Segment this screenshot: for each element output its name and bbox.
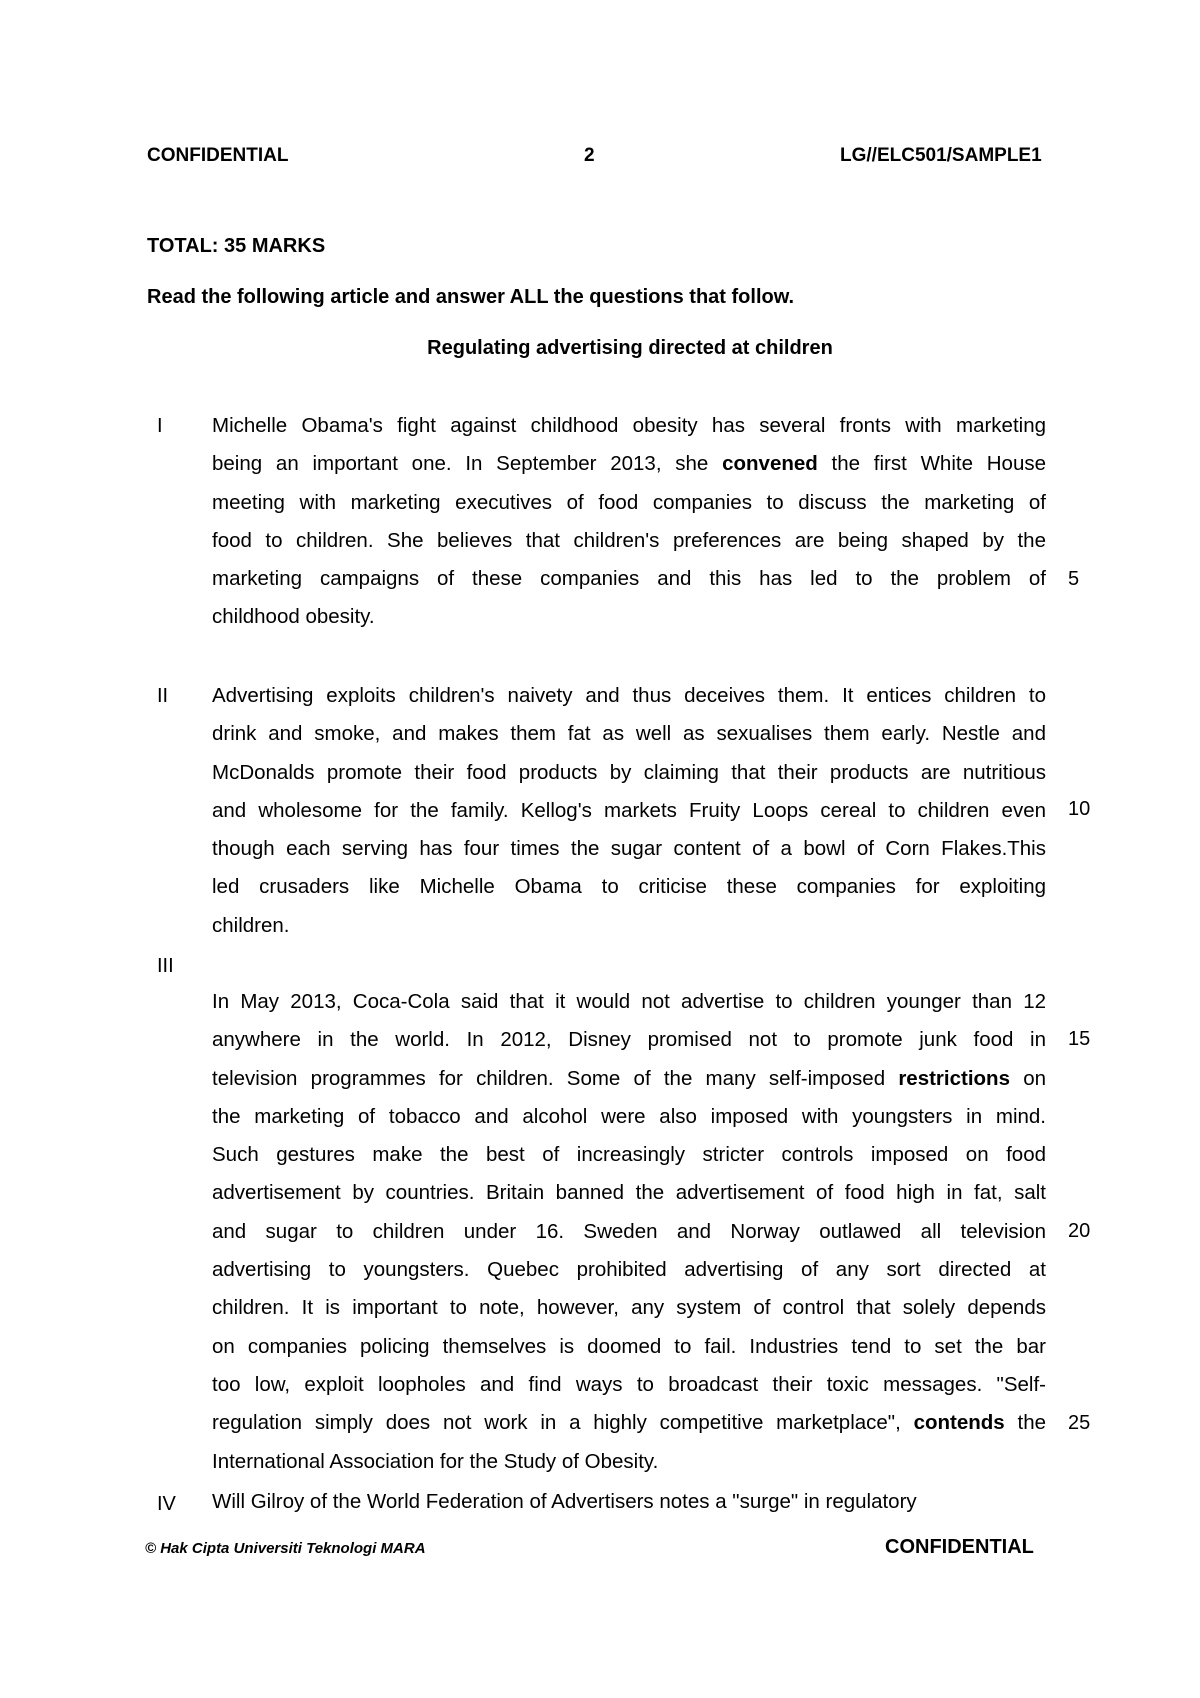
total-marks: TOTAL: 35 MARKS (147, 235, 326, 257)
paragraph-line: led crusaders like Michelle Obama to criticise these companies for exploiting (212, 875, 1046, 899)
paragraph-line: McDonalds promote their food products by claiming that their products are nutritious (212, 760, 1046, 784)
paragraph-line: advertising to youngsters. Quebec prohibited advertising of any sort directed at (212, 1258, 1046, 1282)
paragraph-line: childhood obesity. (212, 605, 375, 629)
bold-term: restrictions (898, 1066, 1010, 1090)
paragraph-line: children. It is important to note, however, any system of control that solely depends (212, 1296, 1046, 1320)
paragraph-line: meeting with marketing executives of food companies to discuss the marketing of (212, 490, 1046, 514)
line-number: 20 (1068, 1220, 1091, 1242)
paragraph-1 (212, 407, 1046, 637)
line-number: 5 (1068, 568, 1080, 590)
instruction: Read the following article and answer ALL the questions that follow. (147, 286, 795, 308)
article-title (0, 337, 1200, 360)
paragraph-number: II (157, 685, 169, 707)
paragraph-line: In May 2013, Coca-Cola said that it would not advertise to children younger than 12 (212, 990, 1046, 1013)
article-title-text: Regulating advertising directed at children (427, 337, 833, 359)
paragraph-line: Michelle Obama's fight against childhood obesity has several fronts with marketing (212, 414, 1046, 437)
paragraph-line: food to children. She believes that children's preferences are being shaped by the (212, 528, 1046, 552)
page-number: 2 (584, 145, 595, 166)
bold-term: contends (913, 1411, 1005, 1435)
paragraph-line: the marketing of tobacco and alcohol were also imposed with youngsters in mind. (212, 1104, 1046, 1128)
paragraph-line: advertisement by countries. Britain banned the advertisement of food high in fat, salt (212, 1181, 1046, 1205)
paragraph-line: being an important one. In September 2013, she convened the first White House (212, 452, 1046, 476)
line-number: 15 (1068, 1028, 1091, 1050)
paragraph-3 (212, 983, 1046, 1481)
line-number: 10 (1068, 798, 1091, 820)
paragraph-line: Advertising exploits children's naivety and thus deceives them. It entices children to (212, 684, 1046, 707)
paragraph-line: International Association for the Study of Obesity. (212, 1449, 659, 1473)
paragraph-line: drink and smoke, and makes them fat as well as sexualises them early. Nestle and (212, 722, 1046, 746)
paragraph-4 (212, 1483, 1046, 1521)
paragraph-line: though each serving has four times the sugar content of a bowl of Corn Flakes.This (212, 837, 1046, 861)
paragraph-line: and sugar to children under 16. Sweden and Norway outlawed all television (212, 1219, 1046, 1243)
paragraph-line: television programmes for children. Some of the many self-imposed restrictions on (212, 1066, 1046, 1090)
paragraph-line: regulation simply does not work in a highly competitive marketplace", contends the (212, 1411, 1046, 1435)
paragraph-line: Such gestures make the best of increasingly stricter controls imposed on food (212, 1143, 1046, 1167)
paragraph-line: too low, exploit loopholes and find ways to broadcast their toxic messages. "Self- (212, 1372, 1046, 1396)
paragraph-number: III (157, 955, 174, 977)
copyright-notice: © Hak Cipta Universiti Teknologi MARA (145, 1540, 426, 1557)
document-code: LG//ELC501/SAMPLE1 (840, 145, 1042, 166)
footer-confidential: CONFIDENTIAL (885, 1536, 1034, 1558)
header-confidential: CONFIDENTIAL (147, 145, 289, 166)
line-number: 25 (1068, 1412, 1091, 1434)
paragraph-line: Will Gilroy of the World Federation of Advertisers notes a "surge" in regulatory (212, 1490, 917, 1513)
paragraph-line: marketing campaigns of these companies and this has led to the problem of (212, 567, 1046, 591)
paragraph-number: I (157, 415, 163, 437)
paragraph-line: children. (212, 913, 290, 937)
paragraph-line: on companies policing themselves is doomed to fail. Industries tend to set the bar (212, 1334, 1046, 1358)
paragraph-line: anywhere in the world. In 2012, Disney promised not to promote junk food in (212, 1028, 1046, 1052)
paragraph-2 (212, 677, 1046, 945)
paragraph-line: and wholesome for the family. Kellog's markets Fruity Loops cereal to children even (212, 798, 1046, 822)
bold-term: convened (722, 452, 818, 476)
paragraph-number: IV (157, 1493, 176, 1515)
